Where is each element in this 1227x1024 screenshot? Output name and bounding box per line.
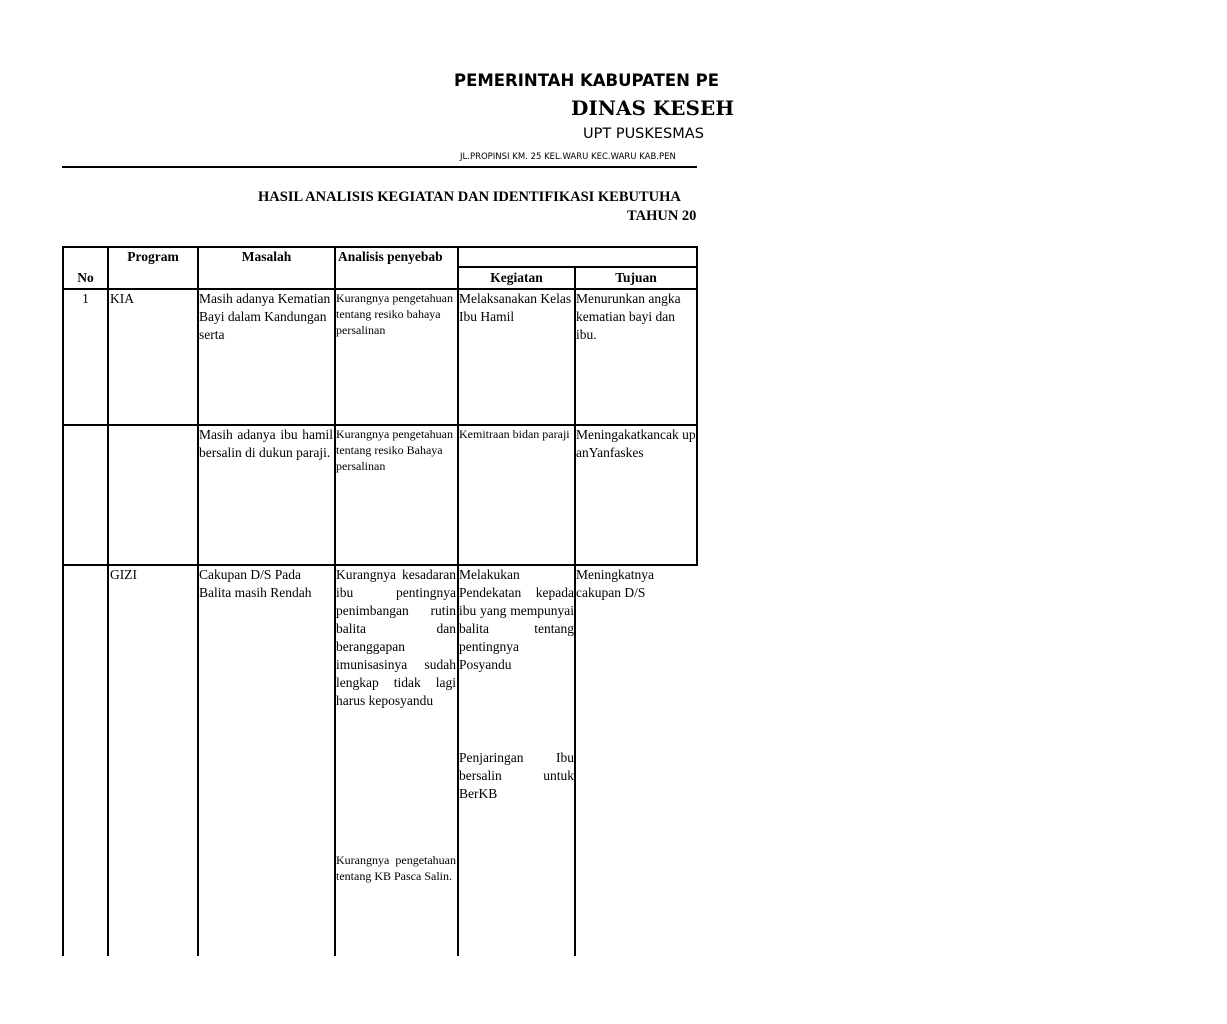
row2-analisis: Kurangnya pengetahuan tentang resiko Bahaya persalinan bbox=[336, 427, 453, 473]
document-title: HASIL ANALISIS KEGIATAN DAN IDENTIFIKASI KEBUTUHA bbox=[258, 189, 681, 205]
row1-no: 1 bbox=[82, 291, 89, 306]
letterhead-divider bbox=[62, 166, 697, 168]
header-masalah: Masalah bbox=[241, 249, 292, 264]
row1-masalah: Masih adanya Kematian Bayi dalam Kandungan serta bbox=[199, 291, 331, 342]
letterhead-address: JL.PROPINSI KM. 25 KEL.WARU KEC.WARU KAB.PEN bbox=[460, 152, 676, 162]
row3-program: GIZI bbox=[110, 567, 137, 582]
table-header-split bbox=[457, 266, 698, 268]
row2-kegiatan: Kemitraan bidan paraji bbox=[459, 427, 570, 441]
row3-kegiatan-2: Penjaringan Ibu bersalin untuk BerKB bbox=[459, 750, 574, 801]
header-tujuan: Tujuan bbox=[615, 270, 657, 285]
table-border-left bbox=[62, 246, 64, 956]
document-year: TAHUN 20 bbox=[627, 208, 697, 224]
row3-tujuan: Meningkatnya cakupan D/S bbox=[576, 567, 654, 600]
analysis-table bbox=[62, 246, 698, 956]
table-border-right-top bbox=[696, 246, 698, 424]
row3-masalah: Cakupan D/S Pada Balita masih Rendah bbox=[199, 567, 312, 600]
row1-kegiatan: Melaksanakan Kelas Ibu Hamil bbox=[459, 291, 572, 324]
table-border-right-mid bbox=[696, 424, 698, 564]
letterhead-unit: UPT PUSKESMAS bbox=[583, 126, 704, 142]
row1-program: KIA bbox=[110, 291, 134, 306]
table-divider-no bbox=[107, 246, 109, 956]
table-divider-kegiatan bbox=[574, 266, 576, 956]
letterhead-government: PEMERINTAH KABUPATEN PE bbox=[454, 71, 720, 90]
row3-kegiatan: Melakukan Pendekatan kepada ibu yang mempunyai balita tentang pentingnya Posyandu bbox=[459, 567, 574, 672]
letterhead-agency: DINAS KESEH bbox=[571, 96, 735, 120]
header-analisis: Analisis penyebab bbox=[338, 249, 443, 264]
row3-analisis-2: Kurangnya pengetahuan tentang KB Pasca Salin. bbox=[336, 853, 456, 883]
row2-masalah: Masih adanya ibu hamil bersalin di dukun paraji. bbox=[199, 427, 333, 460]
header-no: No bbox=[77, 270, 94, 285]
row1-analisis: Kurangnya pengetahuan tentang resiko bahaya persalinan bbox=[336, 291, 453, 337]
header-kegiatan: Kegiatan bbox=[490, 270, 543, 285]
row3-analisis: Kurangnya kesadaran ibu pentingnya penimbangan rutin balita dan beranggapan imunisasinya sudah lengkap tidak lagi harus keposyandu bbox=[336, 567, 456, 708]
header-program: Program bbox=[127, 249, 179, 264]
letterhead bbox=[0, 0, 735, 240]
row2-tujuan: Meningakatkancak upanYanfaskes bbox=[576, 427, 696, 460]
row1-tujuan: Menurunkan angka kematian bayi dan ibu. bbox=[576, 291, 681, 342]
